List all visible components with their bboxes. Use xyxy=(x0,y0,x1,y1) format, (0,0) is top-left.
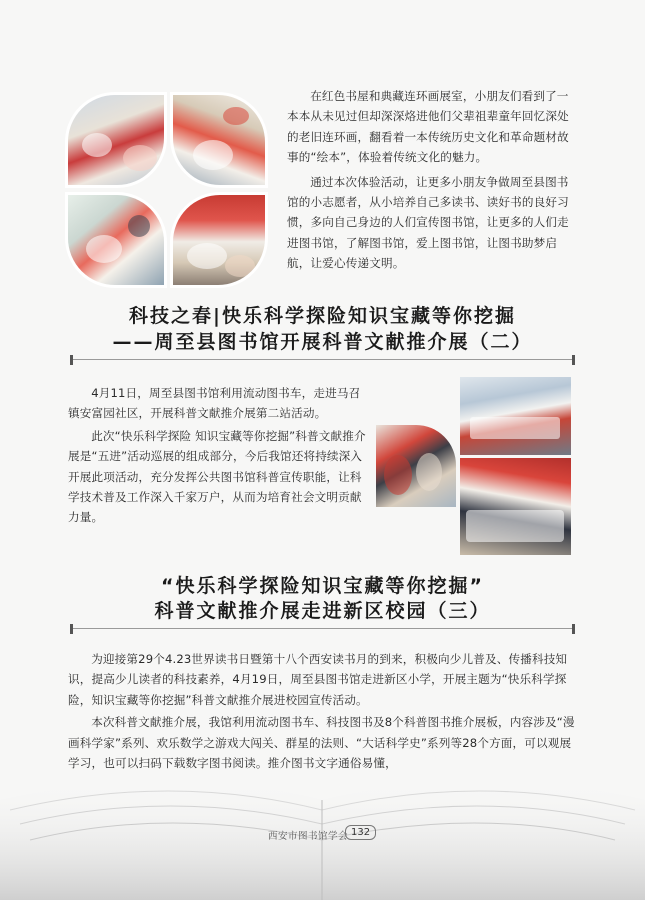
footer-publisher: 西安市图书馆学会 xyxy=(268,831,349,842)
section3-title-line1: “快乐科学探险知识宝藏等你挖掘” xyxy=(161,575,484,597)
section3-paragraph: 本次科普文献推介展，我馆利用流动图书车、科技图书及8个科普图书推介展板，内容涉及“漫画科学家”系列、欢乐数学之游戏大闯关、群星的法则、“大话科学史”系列等28个方面，可以观展学习，也可以扫码下载数字图书阅读。推介图书文字通俗易懂， xyxy=(68,715,575,771)
page-number: 132 xyxy=(345,825,376,840)
photo-top-left xyxy=(65,92,167,188)
photo-group-event xyxy=(460,458,571,555)
photo-reading-residents xyxy=(376,425,456,507)
section2-paragraph: 4月11日，周至县图书馆利用流动图书车，走进马召镇安富园社区，开展科普文献推介展第二站活动。 xyxy=(68,386,361,421)
photo-community-exhibit xyxy=(460,377,571,455)
section2-title-line1: 科技之春|快乐科学探险知识宝藏等你挖掘 xyxy=(129,305,516,327)
section1-text xyxy=(287,86,579,274)
section1-paragraph: 通过本次体验活动，让更多小朋友争做周至县图书馆的小志愿者，从小培养自己多读书、读好书的良好习惯，多向自己身边的人们宣传图书馆，让更多的人们走进图书馆，了解图书馆，爱上图书馆，让图书助梦启航，让爱心传递文明。 xyxy=(287,174,569,271)
section3-divider xyxy=(70,624,575,634)
photo-top-right xyxy=(170,92,268,188)
section3-paragraph: 为迎接第29个4.23世界读书日暨第十八个西安读书月的到来，积极向少儿普及、传播科技知识，提高少儿读者的科技素养，4月19日，周至县图书馆走进新区小学，开展主题为“快乐科学探险，知识宝藏等你挖掘”科普文献推介展进校园宣传活动。 xyxy=(68,652,568,707)
section2-divider xyxy=(70,355,575,365)
photo-bottom-left xyxy=(65,192,167,288)
section2-paragraph: 此次“快乐科学探险 知识宝藏等你挖掘”科普文献推介展是“五进”活动巡展的组成部分，今后我馆还将持续深入开展此项活动，充分发挥公共图书馆科普宣传职能，让科学技术普及工作深入千家万户，从而为培育社会文明贡献力量。 xyxy=(68,428,366,525)
section2-text xyxy=(68,383,366,528)
open-book-illustration xyxy=(0,740,645,900)
section2-title-line2: ——周至县图书馆开展科普文献推介展（二） xyxy=(112,331,533,353)
section3-title-line2: 科普文献推介展走进新区校园（三） xyxy=(154,600,491,622)
section1-paragraph: 在红色书屋和典藏连环画展室，小朋友们看到了一本本从未见过但却深深烙进他们父辈祖辈童年回忆深处的老旧连环画，翻看着一本传统历史文化和革命题材故事的“绘本”，体验着传统文化的魅力。 xyxy=(287,89,569,165)
photo-bottom-right xyxy=(170,192,268,288)
